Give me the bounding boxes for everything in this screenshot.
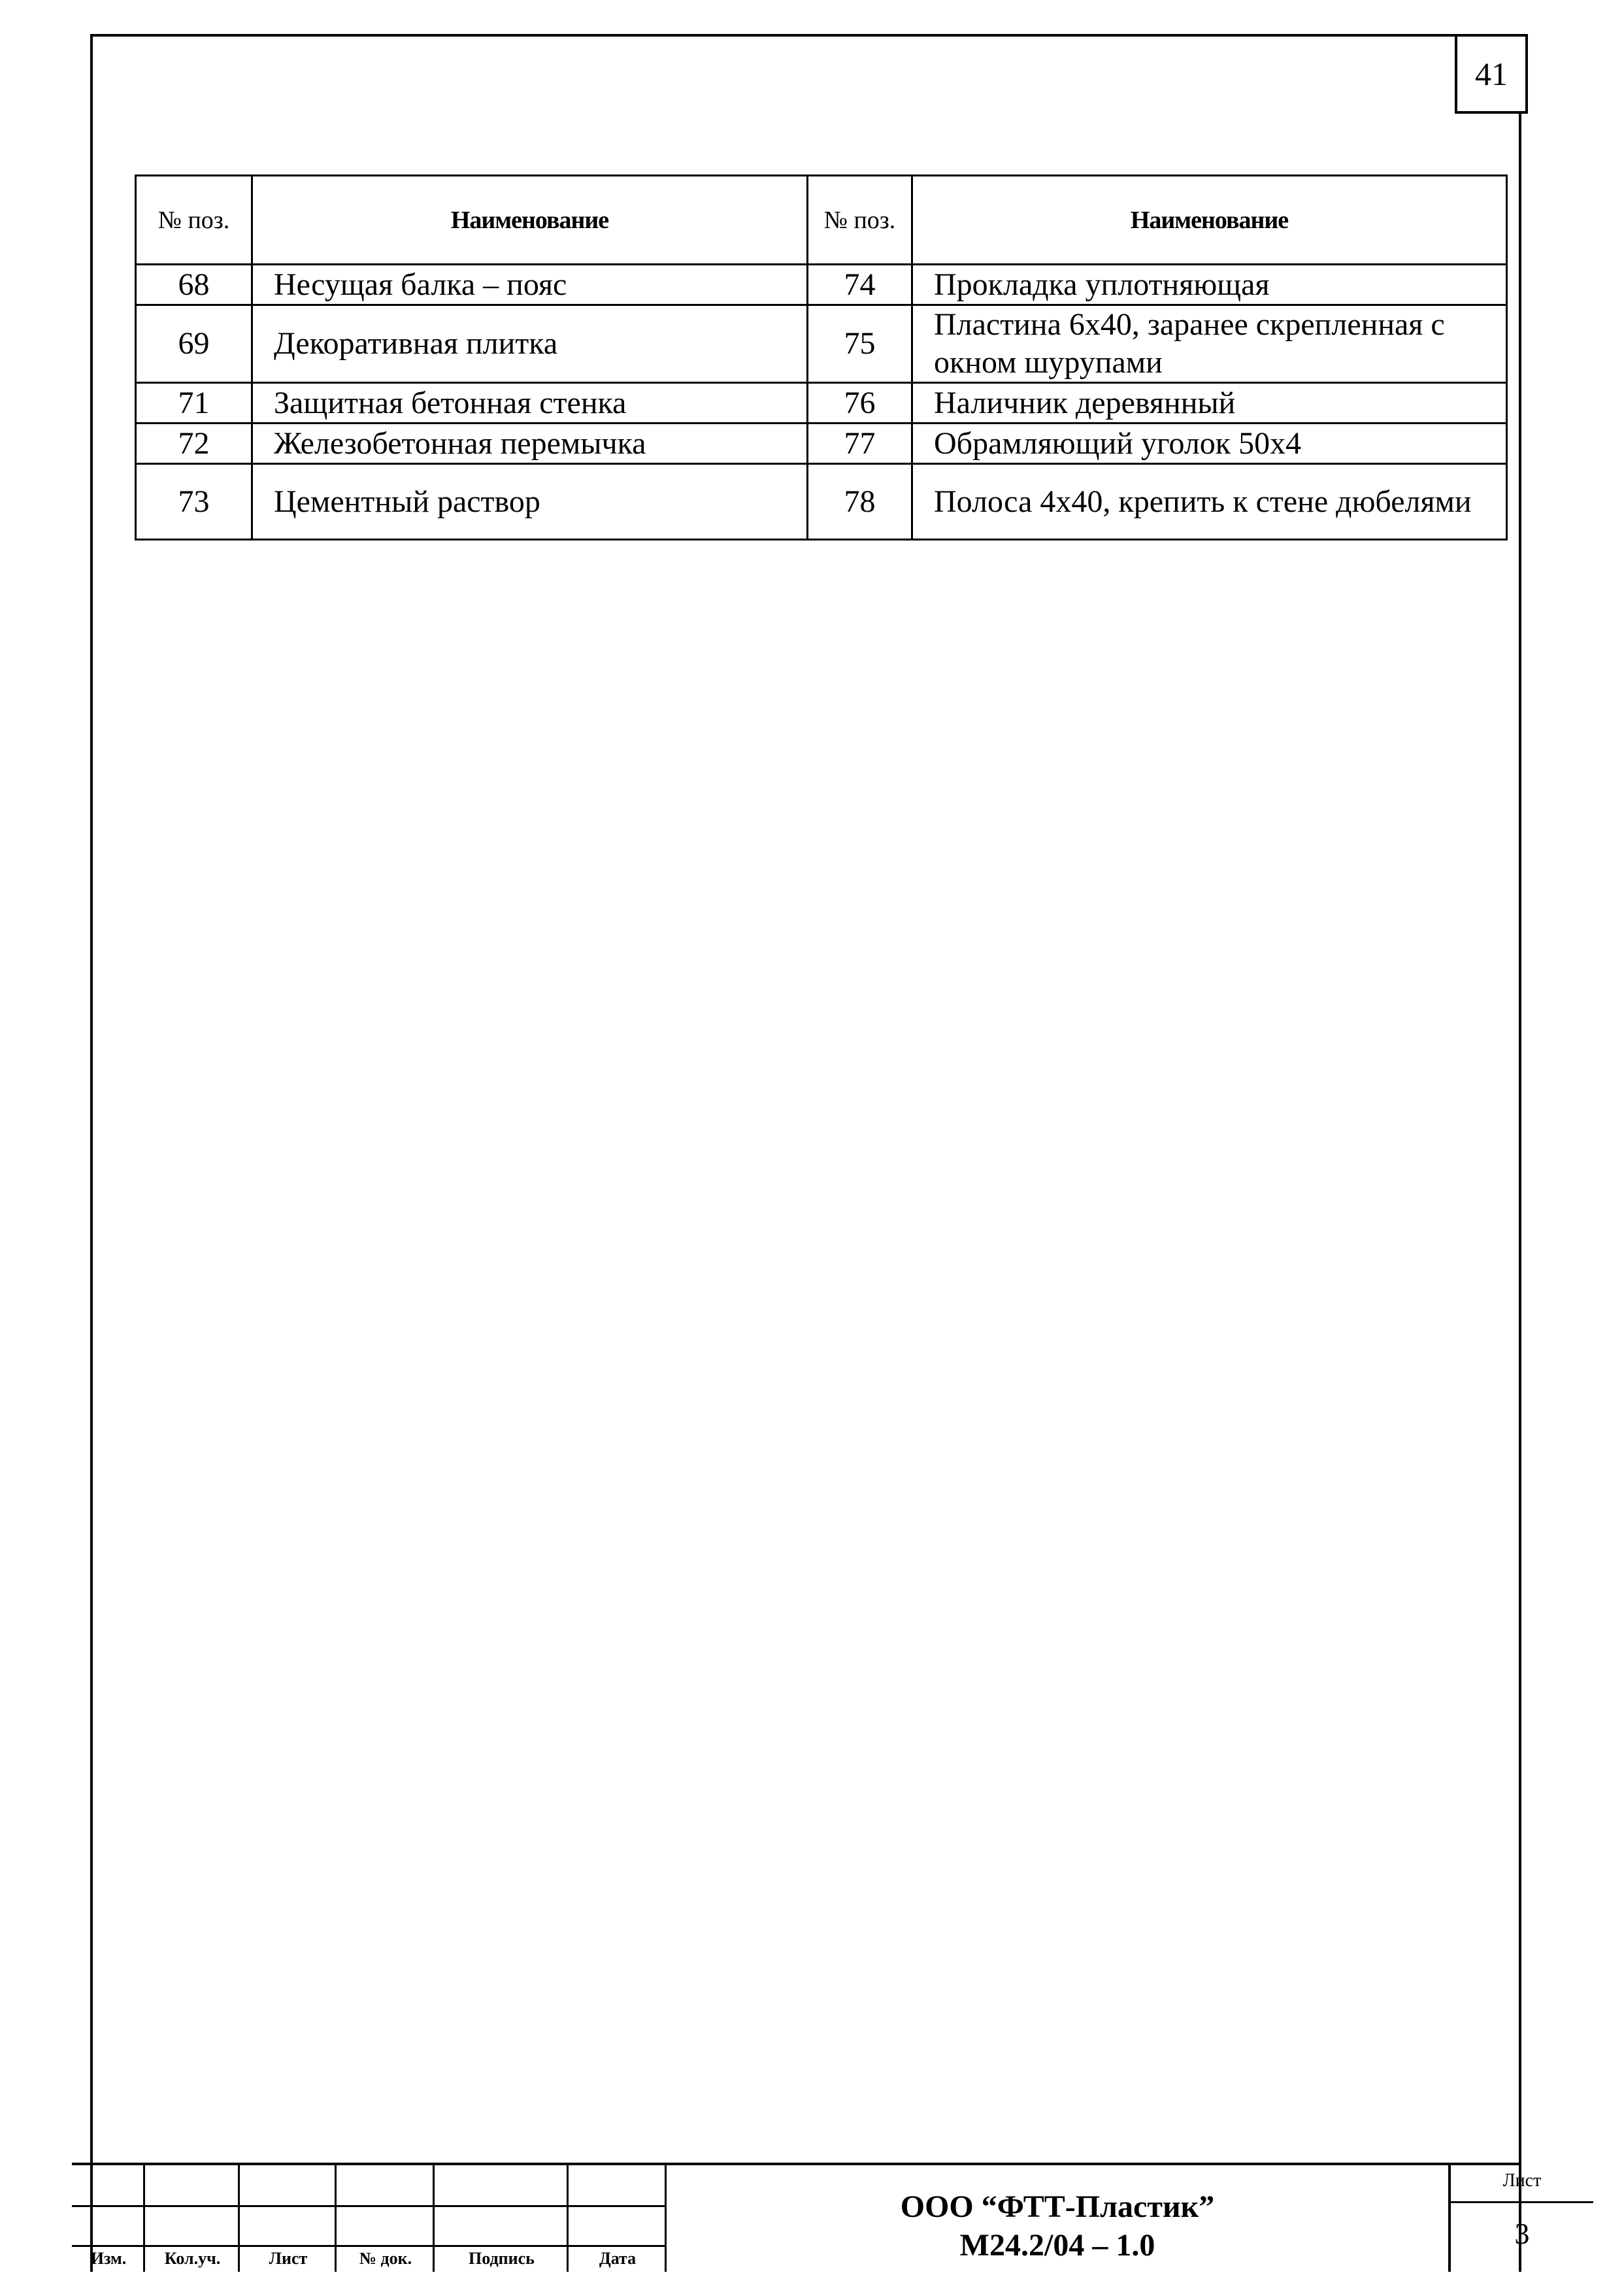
pos-cell: 78	[808, 464, 912, 540]
page-number-text: 41	[1475, 56, 1508, 92]
header-pos-right: № поз.	[808, 176, 912, 265]
organization-name: ООО “ФТТ-Пластик”	[900, 2189, 1215, 2224]
pos-cell: 68	[136, 265, 252, 305]
title-block	[72, 2163, 1542, 2272]
label-podpis: Подпись	[469, 2248, 535, 2268]
header-name-left: Наименование	[252, 176, 808, 265]
table-row	[136, 265, 1507, 305]
label-data: Дата	[599, 2248, 637, 2268]
name-cell: Пластина 6х40, заранее скрепленная с окном шурупами	[912, 305, 1507, 383]
name-cell: Наличник деревянный	[912, 383, 1507, 424]
pos-cell: 72	[136, 424, 252, 464]
header-pos-left: № поз.	[136, 176, 252, 265]
label-izm: Изм.	[90, 2248, 127, 2268]
name-cell: Прокладка уплотняющая	[912, 265, 1507, 305]
title-block-center	[667, 2165, 1451, 2272]
pos-cell: 76	[808, 383, 912, 424]
header-name-right: Наименование	[912, 176, 1507, 265]
table-row	[136, 464, 1507, 540]
pos-cell: 71	[136, 383, 252, 424]
name-cell: Защитная бетонная стенка	[252, 383, 808, 424]
page-number	[1455, 34, 1528, 114]
label-list: Лист	[269, 2248, 308, 2268]
sheet-box	[1451, 2165, 1593, 2272]
name-cell: Цементный раствор	[252, 464, 808, 540]
pos-cell: 73	[136, 464, 252, 540]
name-cell: Декоративная плитка	[252, 305, 808, 383]
pos-cell: 77	[808, 424, 912, 464]
specification-table	[135, 175, 1508, 540]
name-cell: Несущая балка – пояс	[252, 265, 808, 305]
pos-cell: 75	[808, 305, 912, 383]
name-cell: Железобетонная перемычка	[252, 424, 808, 464]
table-row	[136, 305, 1507, 383]
sheet-label: Лист	[1502, 2170, 1542, 2191]
table-row	[136, 383, 1507, 424]
sheet-number: 3	[1514, 2217, 1530, 2250]
name-cell: Полоса 4х40, крепить к стене дюбелями	[912, 464, 1507, 540]
pos-cell: 69	[136, 305, 252, 383]
document-code: М24.2/04 – 1.0	[959, 2228, 1155, 2263]
label-n-dok: № док.	[359, 2248, 412, 2268]
pos-cell: 74	[808, 265, 912, 305]
name-cell: Обрамляющий уголок 50х4	[912, 424, 1507, 464]
label-kol-uch: Кол.уч.	[164, 2248, 221, 2268]
table-header-row	[136, 176, 1507, 265]
table-row	[136, 424, 1507, 464]
revision-grid	[72, 2165, 667, 2272]
